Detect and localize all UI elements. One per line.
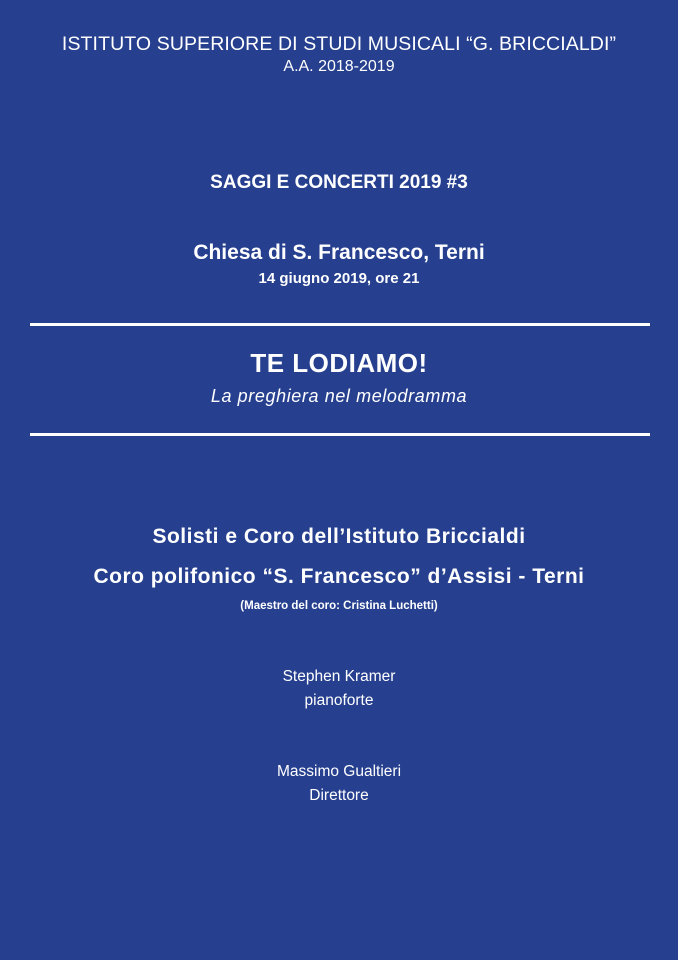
concert-series: SAGGI E CONCERTI 2019 #3 <box>210 172 468 193</box>
divider-bottom <box>30 433 650 436</box>
program-title: TE LODIAMO! <box>250 348 428 378</box>
divider-top <box>30 323 650 326</box>
venue: Chiesa di S. Francesco, Terni <box>193 241 485 264</box>
conductor-name: Massimo Gualtieri <box>276 763 402 780</box>
academic-year: A.A. 2018-2019 <box>283 58 395 75</box>
program-subtitle: La preghiera nel melodramma <box>210 386 468 406</box>
choir-master: (Maestro del coro: Cristina Luchetti) <box>240 600 438 612</box>
institute-name: ISTITUTO SUPERIORE DI STUDI MUSICALI “G. BRICCIALDI” <box>61 33 617 55</box>
performer-group-soloists: Solisti e Coro dell’Istituto Briccialdi <box>152 525 526 548</box>
performer-group-choir: Coro polifonico “S. Francesco” d’Assisi - Terni <box>93 565 585 588</box>
event-date: 14 giugno 2019, ore 21 <box>258 270 420 287</box>
conductor-role: Direttore <box>309 787 369 804</box>
pianist-role: pianoforte <box>304 692 374 709</box>
pianist-name: Stephen Kramer <box>282 668 396 685</box>
